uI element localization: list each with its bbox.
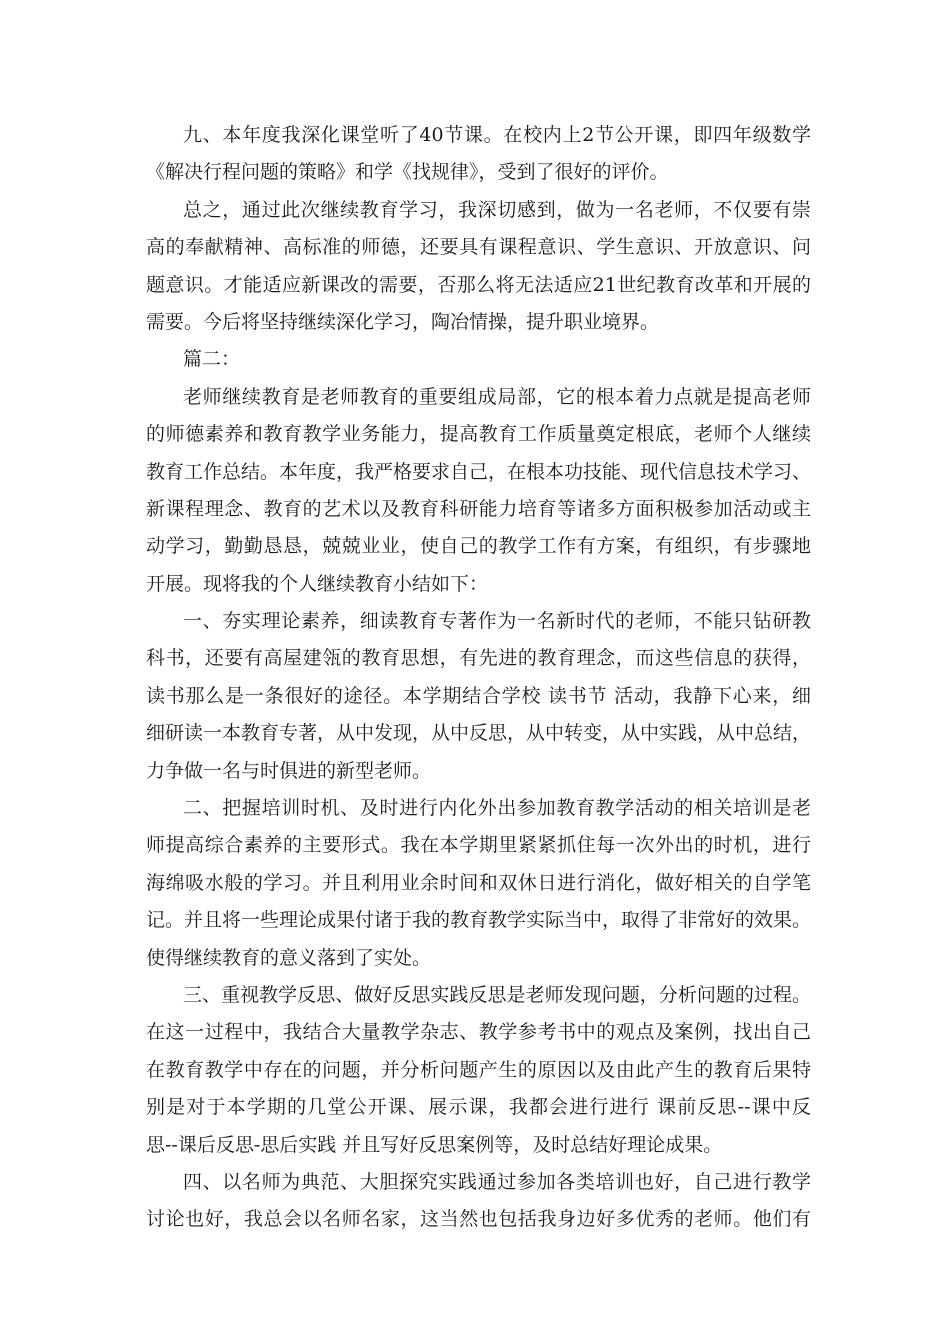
text-line: 记。并且将一些理论成果付诸于我的教育教学实际当中，取得了非常好的效果。 <box>146 909 812 932</box>
text-line: 高的奉献精神、高标准的师德，还要具有课程意识、学生意识、开放意识、问 <box>146 236 811 259</box>
text-line: 使得继续教育的意义落到了实处。 <box>146 946 432 969</box>
text-line: 海绵吸水般的学习。并且利用业余时间和双休日进行消化，做好相关的自学笔 <box>146 871 811 894</box>
text-line: 在这一过程中，我结合大量教学杂志、教学参考书中的观点及案例，找出自己 <box>146 1021 811 1044</box>
text-line: 师提高综合素养的主要形式。我在本学期里紧紧抓住每一次外出的时机，进行 <box>146 834 811 857</box>
text-line: 细研读一本教育专著，从中发现，从中反思，从中转变，从中实践，从中总结， <box>146 722 812 745</box>
text-line: 的师德素养和教育教学业务能力，提高教育工作质量奠定根底，老师个人继续 <box>146 423 811 446</box>
text-line: 讨论也好，我总会以名师名家，这当然也包括我身边好多优秀的老师。他们有 <box>146 1208 811 1231</box>
text-line: 开展。现将我的个人继续教育小结如下： <box>146 572 489 595</box>
paragraph-first-line: 九、本年度我深化课堂听了40节课。在校内上2节公开课，即四年级数学 <box>183 124 811 146</box>
paragraph-first-line: 一、夯实理论素养，细读教育专著作为一名新时代的老师，不能只钻研教 <box>183 610 811 633</box>
text-line: 力争做一名与时俱进的新型老师。 <box>146 759 432 782</box>
text-line: 《解决行程问题的策略》和学《找规律》，受到了很好的评价。 <box>146 161 669 184</box>
text-line: 读书那么是一条很好的途径。本学期结合学校 读书节 活动，我静下心来，细 <box>146 684 811 707</box>
paragraph-first-line: 二、把握培训时机、及时进行内化外出参加教育教学活动的相关培训是老 <box>183 797 811 820</box>
paragraph-first-line: 篇二： <box>183 348 241 371</box>
document-body <box>146 117 811 1239</box>
paragraph-first-line: 四、以名师为典范、大胆探究实践通过参加各类培训也好，自己进行教学 <box>183 1170 811 1193</box>
text-line: 教育工作总结。本年度，我严格要求自己，在根本功技能、现代信息技术学习、 <box>146 460 812 483</box>
text-line: 题意识。才能适应新课改的需要，否那么将无法适应21世纪教育改革和开展的 <box>146 273 811 296</box>
text-line: 动学习，勤勤恳恳，兢兢业业，使自己的教学工作有方案，有组织，有步骤地 <box>146 535 811 558</box>
paragraph-first-line: 总之，通过此次继续教育学习，我深切感到，做为一名老师，不仅要有崇 <box>183 198 811 221</box>
text-line: 新课程理念、教育的艺术以及教育科研能力培育等诸多方面积极参加活动或主 <box>146 497 811 520</box>
paragraph-first-line: 老师继续教育是老师教育的重要组成局部，它的根本着力点就是提高老师 <box>183 385 811 408</box>
text-line: 需要。今后将坚持继续深化学习，陶冶情操，提升职业境界。 <box>146 310 660 333</box>
paragraph-first-line: 三、重视教学反思、做好反思实践反思是老师发现问题，分析问题的过程。 <box>183 983 811 1006</box>
text-line: 科书，还要有高屋建瓴的教育思想，有先进的教育理念，而这些信息的获得， <box>146 647 811 670</box>
text-line: 在教育教学中存在的问题，并分析问题产生的原因以及由此产生的教育后果特 <box>146 1058 811 1081</box>
text-line: 别是对于本学期的几堂公开课、展示课，我都会进行进行 课前反思--课中反 <box>146 1096 811 1119</box>
text-line: 思--课后反思-思后实践 并且写好反思案例等，及时总结好理论成果。 <box>146 1133 723 1156</box>
